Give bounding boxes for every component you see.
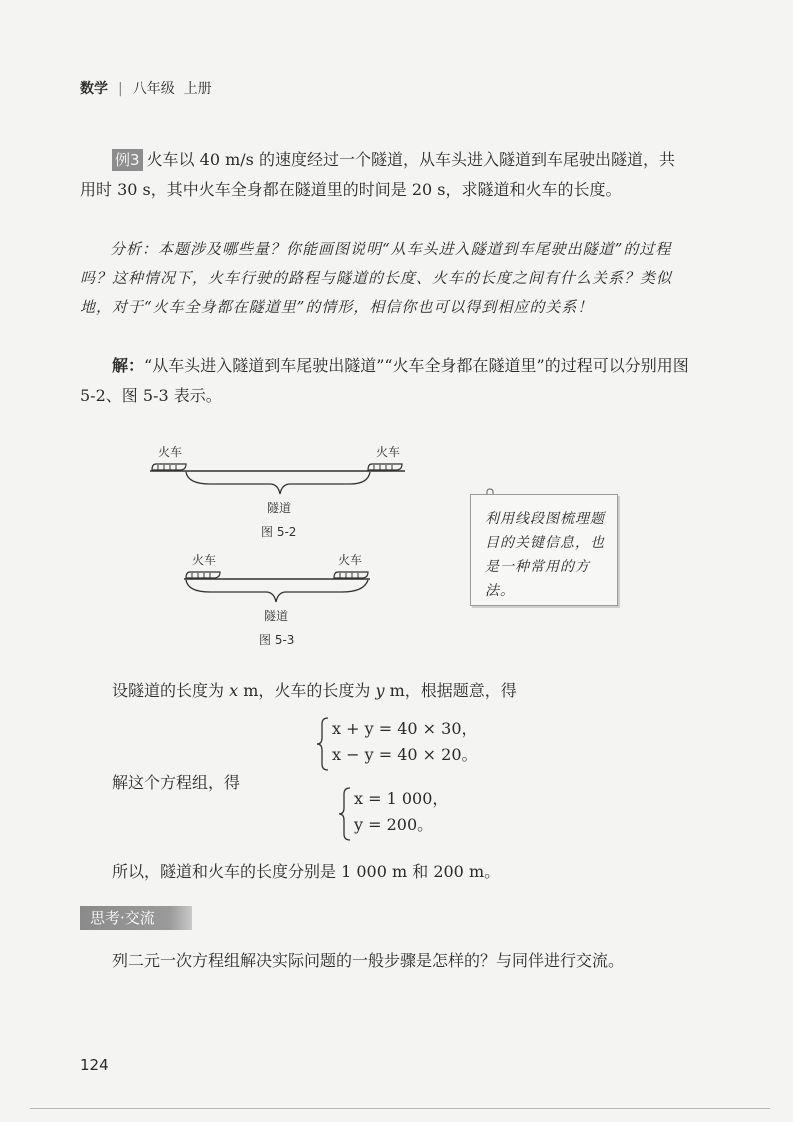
think-exchange-tag: 思考·交流 [80,906,192,930]
system-brace [316,716,330,772]
header-subject: 数学 [80,81,108,97]
equation-1: x + y = 40 × 30， [332,719,478,738]
example-text: 火车以 40 m/s 的速度经过一个隧道，从车头进入隧道到车尾驶出隧道，共用时 30 s，其中火车全身都在隧道里的时间是 20 s，求隧道和火车的长度。 [80,150,675,199]
setup-text-3: m，根据题意，得 [384,681,517,700]
setup-text-2: m，火车的长度为 [238,681,376,700]
solution-brace [338,786,352,842]
solution-label: 解： [112,356,145,375]
conclusion-paragraph: 所以，隧道和火车的长度分别是 1 000 m 和 200 m。 [112,862,501,881]
solution-system [354,786,448,838]
fig1-caption: 图 5-2 [261,525,297,539]
side-note: 利用线段图梳理题目的关键信息，也是一种常用的方法。 [470,494,618,606]
solution-y: y = 200。 [354,815,434,834]
fig2-caption: 图 5-3 [259,633,295,647]
fig1-train-left-icon [152,464,186,470]
fig1-tunnel-label: 隧道 [267,501,292,515]
fig1-train-right-icon [368,464,402,470]
setup-text-1: 设隧道的长度为 [112,681,230,700]
fig2-tunnel-label: 隧道 [264,609,289,623]
figure-5-2 [140,440,430,545]
equation-2: x − y = 40 × 20。 [332,745,478,764]
header-grade: 八年级 [132,81,175,97]
fig1-train-left-label: 火车 [158,445,183,459]
fig2-train-right-label: 火车 [338,553,363,567]
solution-text: “从车头进入隧道到车尾驶出隧道”“火车全身都在隧道里”的过程可以分别用图 5-2、图 5-3 表示。 [80,356,689,405]
analysis-paragraph: 分析：本题涉及哪些量？你能画图说明“从车头进入隧道到车尾驶出隧道”的过程吗？这种情况下，火车行驶的路程与隧道的长度、火车的长度之间有什么关系？类似地，对于“火车全身都在隧道里”的情形，相信你也可以得到相应的关系！ [80,240,673,316]
example-tag: 例3 [112,149,143,171]
fig2-train-left-icon [186,572,220,578]
think-question: 列二元一次方程组解决实际问题的一般步骤是怎样的？与同伴进行交流。 [112,951,625,970]
equation-system [332,716,478,768]
figure-5-3 [170,548,400,653]
fig1-train-right-label: 火车 [376,445,401,459]
solution-paragraph [80,351,690,411]
solve-text: 解这个方程组，得 [112,773,241,792]
page-header [80,78,212,98]
fig1-tunnel-brace [186,472,370,494]
setup-paragraph [80,676,690,706]
page-number: 124 [80,1056,109,1074]
fig2-train-left-label: 火车 [192,553,217,567]
solution-x: x = 1 000， [354,789,449,808]
example-paragraph [80,145,690,205]
setup-var-x: x [229,681,239,700]
header-separator: | [118,81,123,97]
fig2-tunnel-brace [186,580,368,602]
fig2-train-right-icon [334,572,368,578]
bottom-rule [30,1108,770,1109]
header-volume: 上册 [183,81,212,97]
setup-var-y: y [375,681,385,700]
